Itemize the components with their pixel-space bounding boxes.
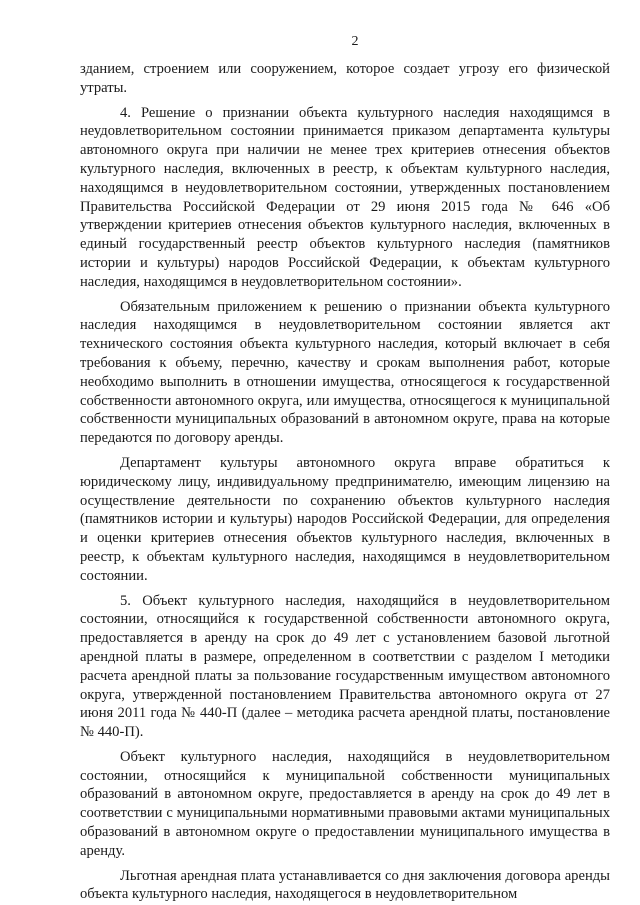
paragraph-municipal-lease: Объект культурного наследия, находящийся в неудовлетворительном состоянии, относящийся к муниципальной собственности муниципальных образований в автономном округе, предоставляется в аренду на срок до 49 лет в соответствии с муниципальными нормативными правовыми актами муниципальных образований в автономном округе о предоставлении муниципального имущества в аренду.: [80, 748, 610, 859]
page-number: 2: [351, 34, 359, 49]
paragraph-mandatory-appendix: Обязательным приложением к решению о признании объекта культурного наследия находящимся в неудовлетворительном состоянии является акт технического состояния объекта культурного наследия, который включает в себя требования к объему, перечню, качеству и срокам выполнения работ, которые необходимо выполнить в отношении имущества, относящегося к государственной собственности автономного округа, или имущества, относящегося к муниципальной собственности муниципальных образований в автономном округе, права на которые передаются по договору аренды.: [80, 298, 610, 447]
paragraph-item-4: 4. Решение о признании объекта культурного наследия находящимся в неудовлетворительном состоянии принимается приказом департамента культуры автономного округа при наличии не менее трех критериев отнесения объектов культурного наследия, включенных в реестр, к объектам культурного наследия, находящимся в неудовлетворительном состоянии, утвержденных постановлением Правительства Российской Федерации от 29 июня 2015 года № 646 «Об утверждении критериев отнесения объектов культурного наследия, включенных в единый государственный реестр объектов культурного наследия (памятников истории и культуры) народов Российской Федерации, к объектам культурного наследия, находящимся в неудовлетворительном состоянии».: [80, 104, 610, 290]
paragraph-item-5: 5. Объект культурного наследия, находящийся в неудовлетворительном состоянии, относящийся к государственной собственности автономного округа, предоставляется в аренду на срок до 49 лет с установлением базовой льготной арендной платы в размере, определенном в соответствии с разделом I методики расчета арендной платы за пользование государственным имуществом автономного округа, утвержденной постановлением Правительства автономного округа от 27 июня 2011 года № 440-П (далее – методика расчета арендной платы, постановление № 440-П).: [80, 592, 610, 741]
paragraph-department-right: Департамент культуры автономного округа вправе обратиться к юридическому лицу, индивидуальному предпринимателю, имеющим лицензию на осуществление деятельности по сохранению объектов культурного наследия (памятников истории и культуры) народов Российской Федерации, для определения и оценки критериев отнесения объектов культурного наследия, включенных в реестр, к объектам культурного наследия, находящимся в неудовлетворительном состоянии.: [80, 454, 610, 584]
paragraph-continuation: зданием, строением или сооружением, которое создает угрозу его физической утраты.: [80, 61, 610, 96]
paragraph-preferential-rent: Льготная арендная плата устанавливается со дня заключения договора аренды объекта культурного наследия, находящегося в неудовлетворительном: [80, 867, 610, 903]
